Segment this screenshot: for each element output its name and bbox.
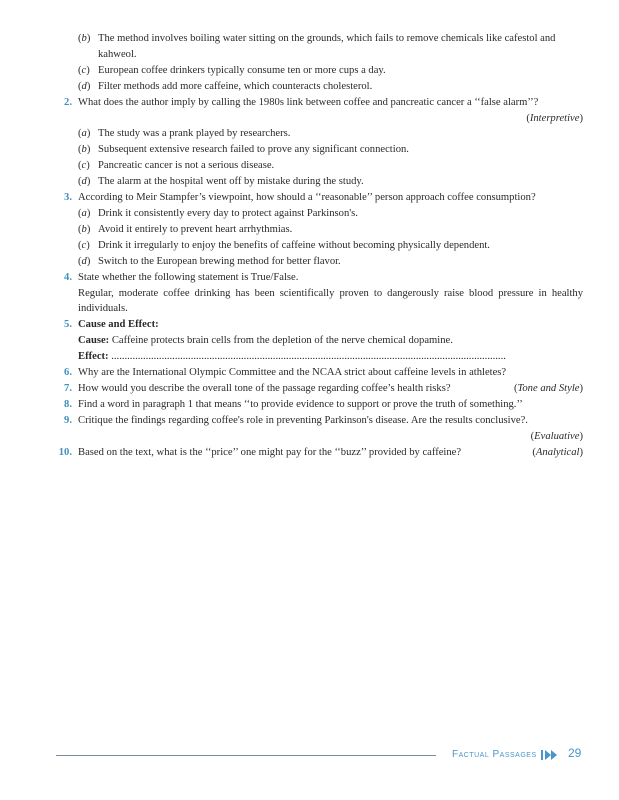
question-7 [0, 381, 619, 397]
q7-skill-tag: (Tone and Style) [513, 382, 583, 394]
q3-option-c: (c) Drink it irregularly to enjoy the benefits of caffeine without becoming physically dependent. [78, 239, 490, 251]
footer-section-title: Factual Passages [452, 749, 537, 760]
q2-option-c: (c) Pancreatic cancer is not a serious disease. [78, 160, 275, 172]
q4-statement: Regular, moderate coffee drinking has been scientifically proven to dangerously raise blood pressure in healthy individuals. [78, 287, 583, 315]
question-list [0, 31, 619, 460]
question-9 [0, 413, 619, 429]
q5-cause: Cause: Caffeine protects brain cells from the depletion of the nerve chemical dopamine. [78, 335, 453, 347]
q5-effect: Effect: ..................................................................................................................................................... [78, 351, 506, 363]
page-number: 29 [568, 746, 582, 760]
question-number: 2. [64, 96, 72, 108]
question-4 [0, 270, 619, 286]
question-text: Find a word in paragraph 1 that means ‘‘to provide evidence to support or prove the truth of something.’’ [78, 398, 523, 410]
q2-option-d: (d) The alarm at the hospital went off by mistake during the study. [78, 176, 364, 188]
question-text: Based on the text, what is the ‘‘price’’ one might pay for the ‘‘buzz’’ provided by caffeine? [78, 446, 462, 458]
question-number: 4. [64, 271, 72, 283]
q2-skill-tag: (Interpretive) [526, 112, 583, 124]
q3-option-a: (a) Drink it consistently every day to protect against Parkinson's. [78, 207, 358, 219]
q1-option-d: (d) Filter methods add more caffeine, which counteracts cholesterol. [78, 80, 373, 92]
question-number: 5. [64, 319, 72, 331]
question-text: According to Meir Stampfer’s viewpoint, how should a ‘‘reasonable’’ person approach coffee consumption? [78, 192, 536, 204]
question-text: Why are the International Olympic Committee and the NCAA strict about caffeine levels in athletes? [78, 367, 507, 379]
question-number: 7. [64, 382, 72, 394]
question-number: 10. [58, 446, 72, 458]
effect-answer-blank[interactable]: ..................................................................................................................................................... [111, 351, 506, 363]
question-5 [0, 317, 619, 333]
question-10 [0, 445, 619, 461]
question-text: What does the author imply by calling the 1980s link between coffee and pancreatic cancer a ‘‘false alarm’’? [78, 96, 539, 108]
question-title: Cause and Effect: [78, 319, 159, 331]
question-number: 9. [64, 414, 72, 426]
q3-option-b: (b) Avoid it entirely to prevent heart arrhythmias. [78, 223, 293, 235]
q1-option-b: (b) The method involves boiling water sitting on the grounds, which fails to remove chemicals like cafestol and kahweol. [78, 33, 556, 60]
q10-skill-tag: (Analytical) [532, 446, 583, 458]
q2-option-a: (a) The study was a prank played by researchers. [78, 128, 291, 140]
question-number: 6. [64, 367, 72, 379]
question-text: State whether the following statement is True/False. [78, 271, 299, 283]
question-text: Critique the findings regarding coffee's role in preventing Parkinson's disease. Are the results conclusive?. [78, 414, 528, 426]
question-number: 8. [64, 398, 72, 410]
q9-skill-tag: (Evaluative) [530, 430, 583, 442]
q3-option-d: (d) Switch to the European brewing method for better flavor. [78, 255, 341, 267]
question-8 [0, 397, 619, 413]
q2-option-b: (b) Subsequent extensive research failed to prove any significant connection. [78, 144, 409, 156]
question-6 [0, 365, 619, 381]
footer-rule [56, 755, 436, 756]
double-chevron-right-icon [541, 749, 559, 761]
question-3 [0, 190, 619, 206]
question-number: 3. [64, 192, 72, 204]
question-2 [0, 95, 619, 111]
q1-option-c: (c) European coffee drinkers typically consume ten or more cups a day. [78, 64, 386, 76]
question-text: How would you describe the overall tone of the passage regarding coffee’s health risks? [78, 382, 451, 394]
